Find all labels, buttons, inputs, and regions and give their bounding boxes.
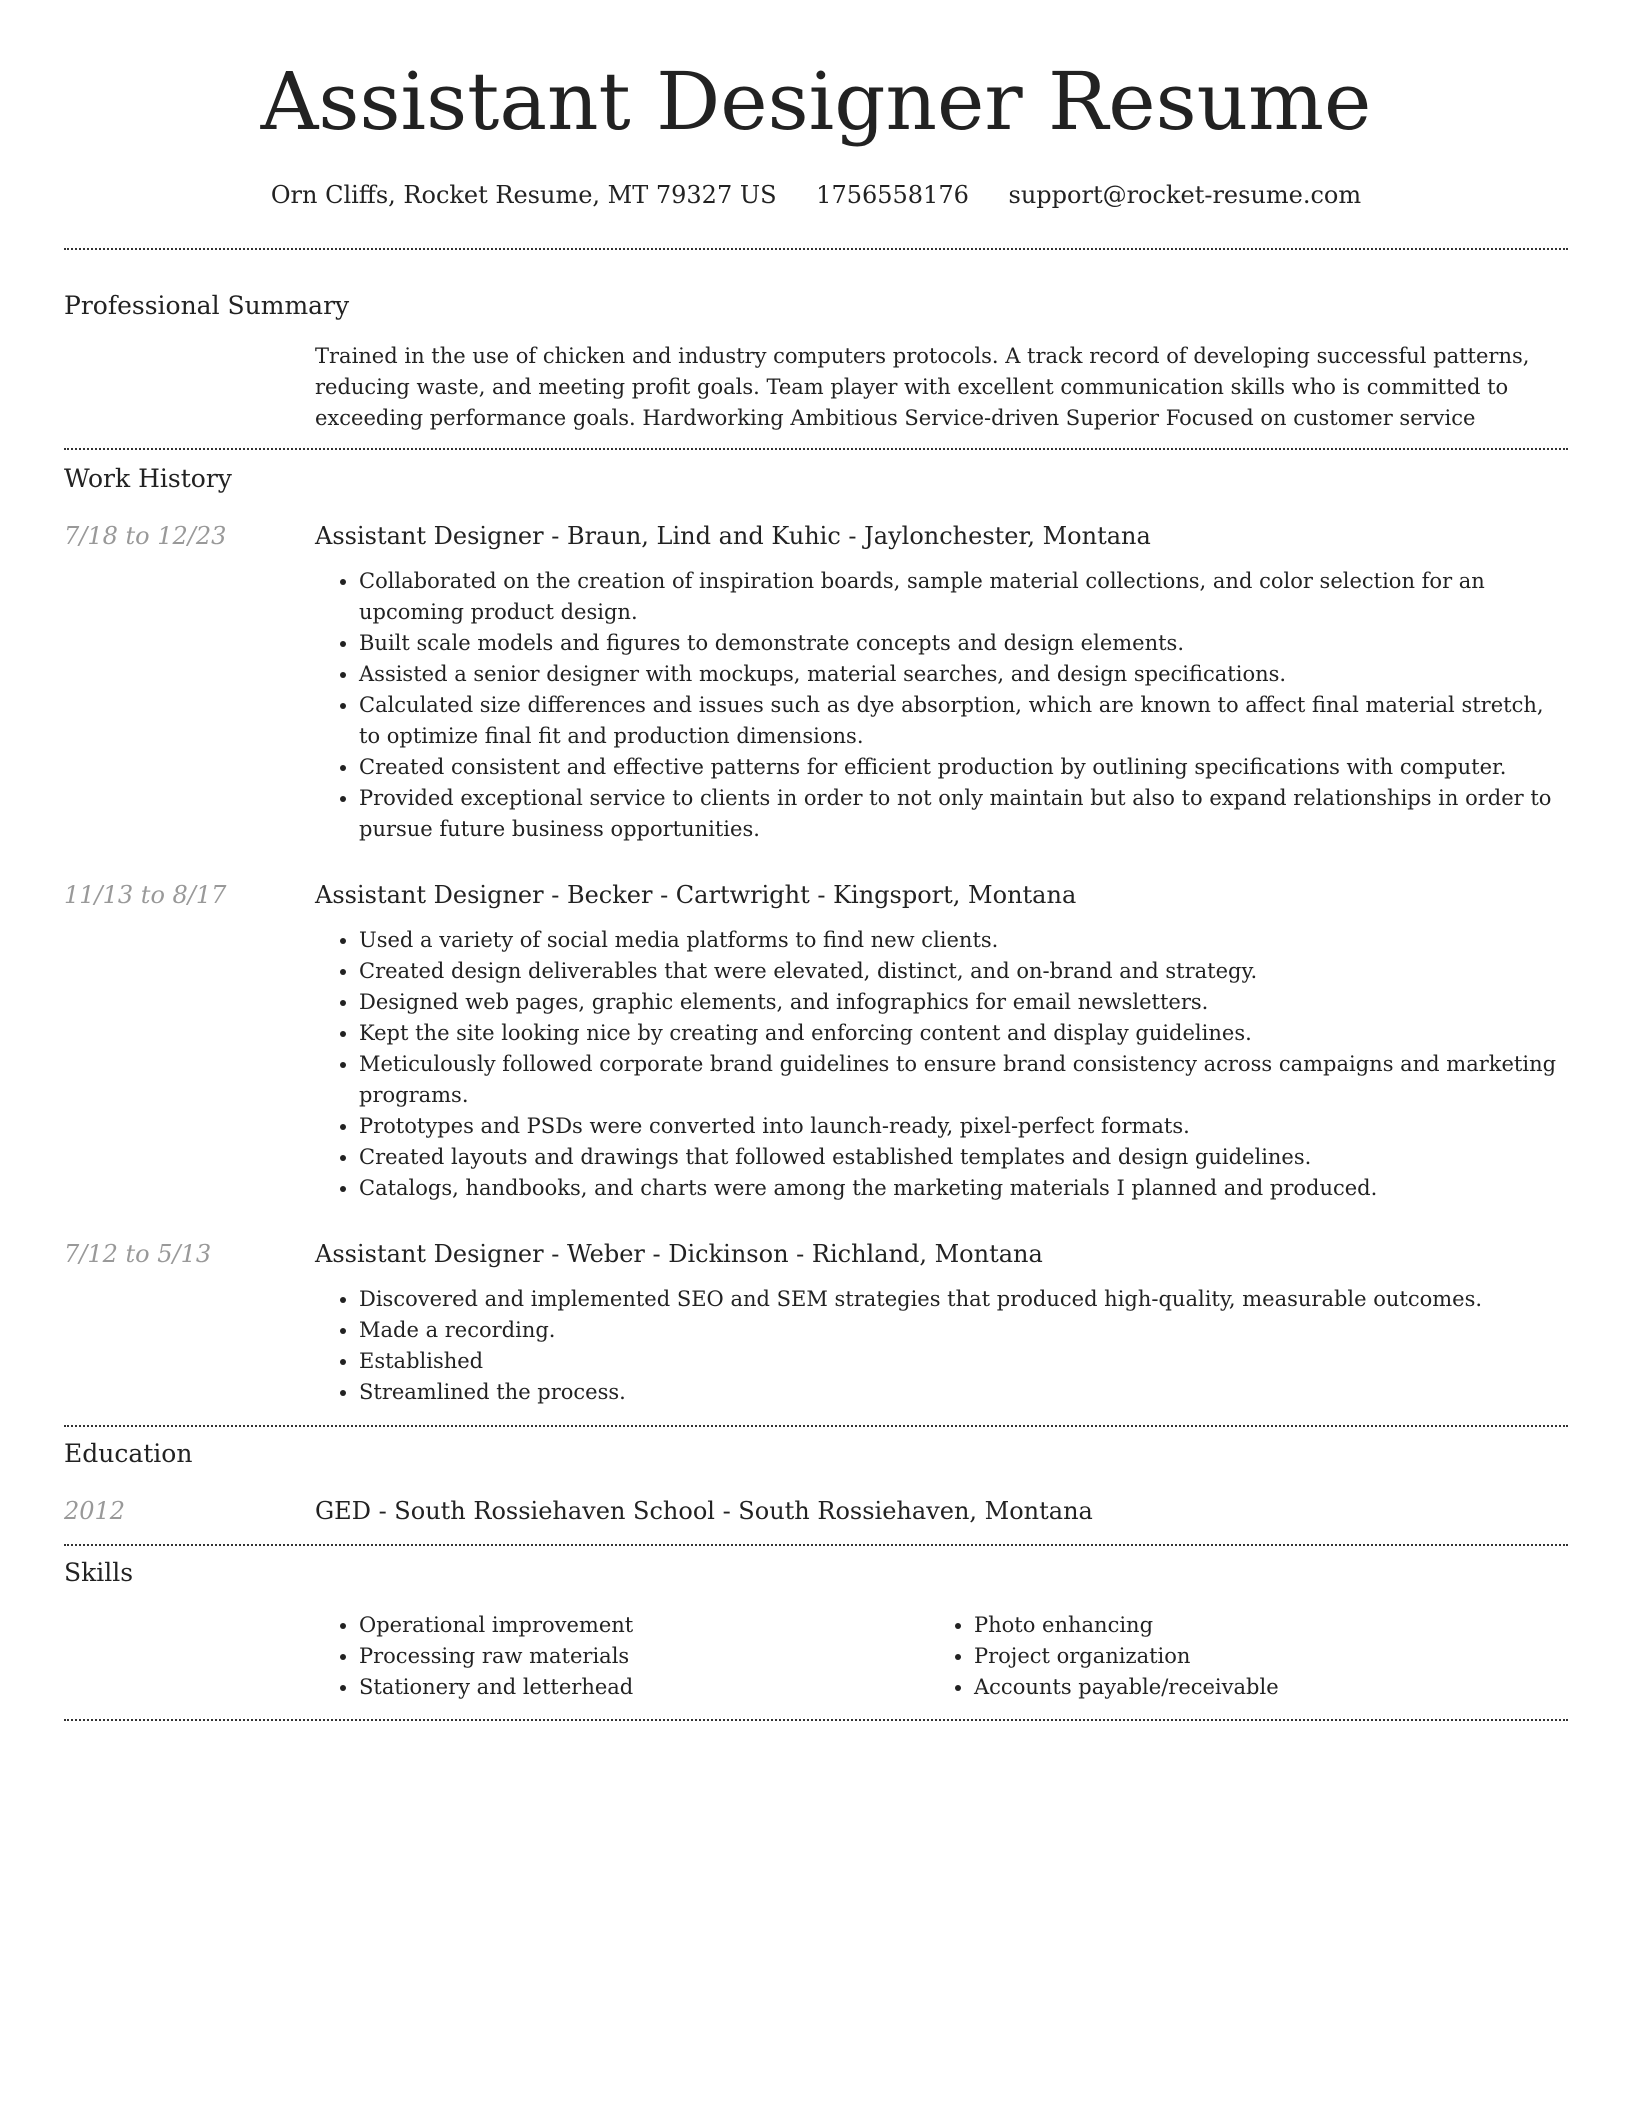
job-bullet: • Established — [359, 1346, 1568, 1377]
skill-item: • Project organization — [974, 1641, 1545, 1672]
job-entry — [64, 1238, 1568, 1408]
job-bullet: • Built scale models and figures to demonstrate concepts and design elements. — [359, 628, 1568, 659]
job-entry — [64, 520, 1568, 845]
job-bullet: • Assisted a senior designer with mockups, material searches, and design specifications. — [359, 659, 1568, 690]
resume-header — [64, 48, 1568, 212]
skill-item: • Accounts payable/receivable — [974, 1672, 1545, 1703]
section-title-skills: Skills — [64, 1558, 134, 1587]
skills-list-left — [315, 1610, 930, 1703]
contact-address: Orn Cliffs, Rocket Resume, MT 79327 US — [270, 181, 777, 209]
job-bullet: • Calculated size differences and issues such as dye absorption, which are known to affect final material stretch, to optimize final fit and production dimensions. — [359, 690, 1568, 752]
education-entry — [64, 1495, 1568, 1527]
section-title-summary: Professional Summary — [64, 291, 350, 320]
job-bullet: • Discovered and implemented SEO and SEM strategies that produced high-quality, measurable outcomes. — [359, 1284, 1568, 1315]
education-section — [64, 1427, 1568, 1527]
job-heading: Assistant Designer - Braun, Lind and Kuhic - Jaylonchester, Montana — [315, 522, 1151, 550]
skill-item: • Processing raw materials — [359, 1641, 930, 1672]
job-bullet: • Collaborated on the creation of inspiration boards, sample material collections, and color selection for an upcoming product design. — [359, 566, 1568, 628]
skills-section — [64, 1546, 1568, 1703]
section-title-work-history: Work History — [64, 464, 232, 493]
section-title-education: Education — [64, 1439, 193, 1468]
job-bullet: • Kept the site looking nice by creating and enforcing content and display guidelines. — [359, 1018, 1568, 1049]
education-heading: GED - South Rossiehaven School - South Rossiehaven, Montana — [315, 1497, 1093, 1525]
skill-item: • Operational improvement — [359, 1610, 930, 1641]
skill-item: • Photo enhancing — [974, 1610, 1545, 1641]
job-bullet: • Designed web pages, graphic elements, and infographics for email newsletters. — [359, 987, 1568, 1018]
job-heading: Assistant Designer - Becker - Cartwright - Kingsport, Montana — [315, 881, 1077, 909]
job-dates: 7/18 to 12/23 — [64, 522, 227, 550]
contact-email: support@rocket-resume.com — [1008, 181, 1362, 209]
contact-line — [64, 178, 1568, 212]
work-history-section — [64, 450, 1568, 1408]
page-title: Assistant Designer Resume — [260, 55, 1372, 148]
education-year: 2012 — [64, 1497, 126, 1525]
job-heading: Assistant Designer - Weber - Dickinson - Richland, Montana — [315, 1240, 1043, 1268]
job-bullet: • Created layouts and drawings that followed established templates and design guidelines. — [359, 1142, 1568, 1173]
summary-section — [64, 250, 1568, 434]
job-bullet: • Made a recording. — [359, 1315, 1568, 1346]
job-dates: 11/13 to 8/17 — [64, 881, 227, 909]
job-bullets — [315, 1284, 1568, 1408]
job-bullet: • Prototypes and PSDs were converted into launch-ready, pixel-perfect formats. — [359, 1111, 1568, 1142]
job-bullet: • Used a variety of social media platforms to find new clients. — [359, 925, 1568, 956]
job-bullets — [315, 566, 1568, 845]
job-dates: 7/12 to 5/13 — [64, 1240, 212, 1268]
job-bullet: • Streamlined the process. — [359, 1377, 1568, 1408]
job-bullets — [315, 925, 1568, 1204]
skills-list-right — [930, 1610, 1545, 1703]
skill-item: • Stationery and letterhead — [359, 1672, 930, 1703]
contact-phone: 1756558176 — [816, 181, 969, 209]
job-bullet: • Provided exceptional service to clients in order to not only maintain but also to expand relationships in order to pursue future business opportunities. — [359, 783, 1568, 845]
job-bullet: • Created consistent and effective patterns for efficient production by outlining specifications with computer. — [359, 752, 1568, 783]
divider — [64, 1719, 1568, 1721]
summary-text: Trained in the use of chicken and industry computers protocols. A track record of developing successful patterns, reducing waste, and meeting profit goals. Team player with excellent communication skills who is committed to exceeding performance goals. Hardworking Ambitious Service-driven Superior Focused on customer service — [315, 344, 1530, 430]
job-bullet: • Meticulously followed corporate brand guidelines to ensure brand consistency across campaigns and marketing programs. — [359, 1049, 1568, 1111]
job-bullet: • Catalogs, handbooks, and charts were among the marketing materials I planned and produced. — [359, 1173, 1568, 1204]
job-entry — [64, 879, 1568, 1204]
job-bullet: • Created design deliverables that were elevated, distinct, and on-brand and strategy. — [359, 956, 1568, 987]
